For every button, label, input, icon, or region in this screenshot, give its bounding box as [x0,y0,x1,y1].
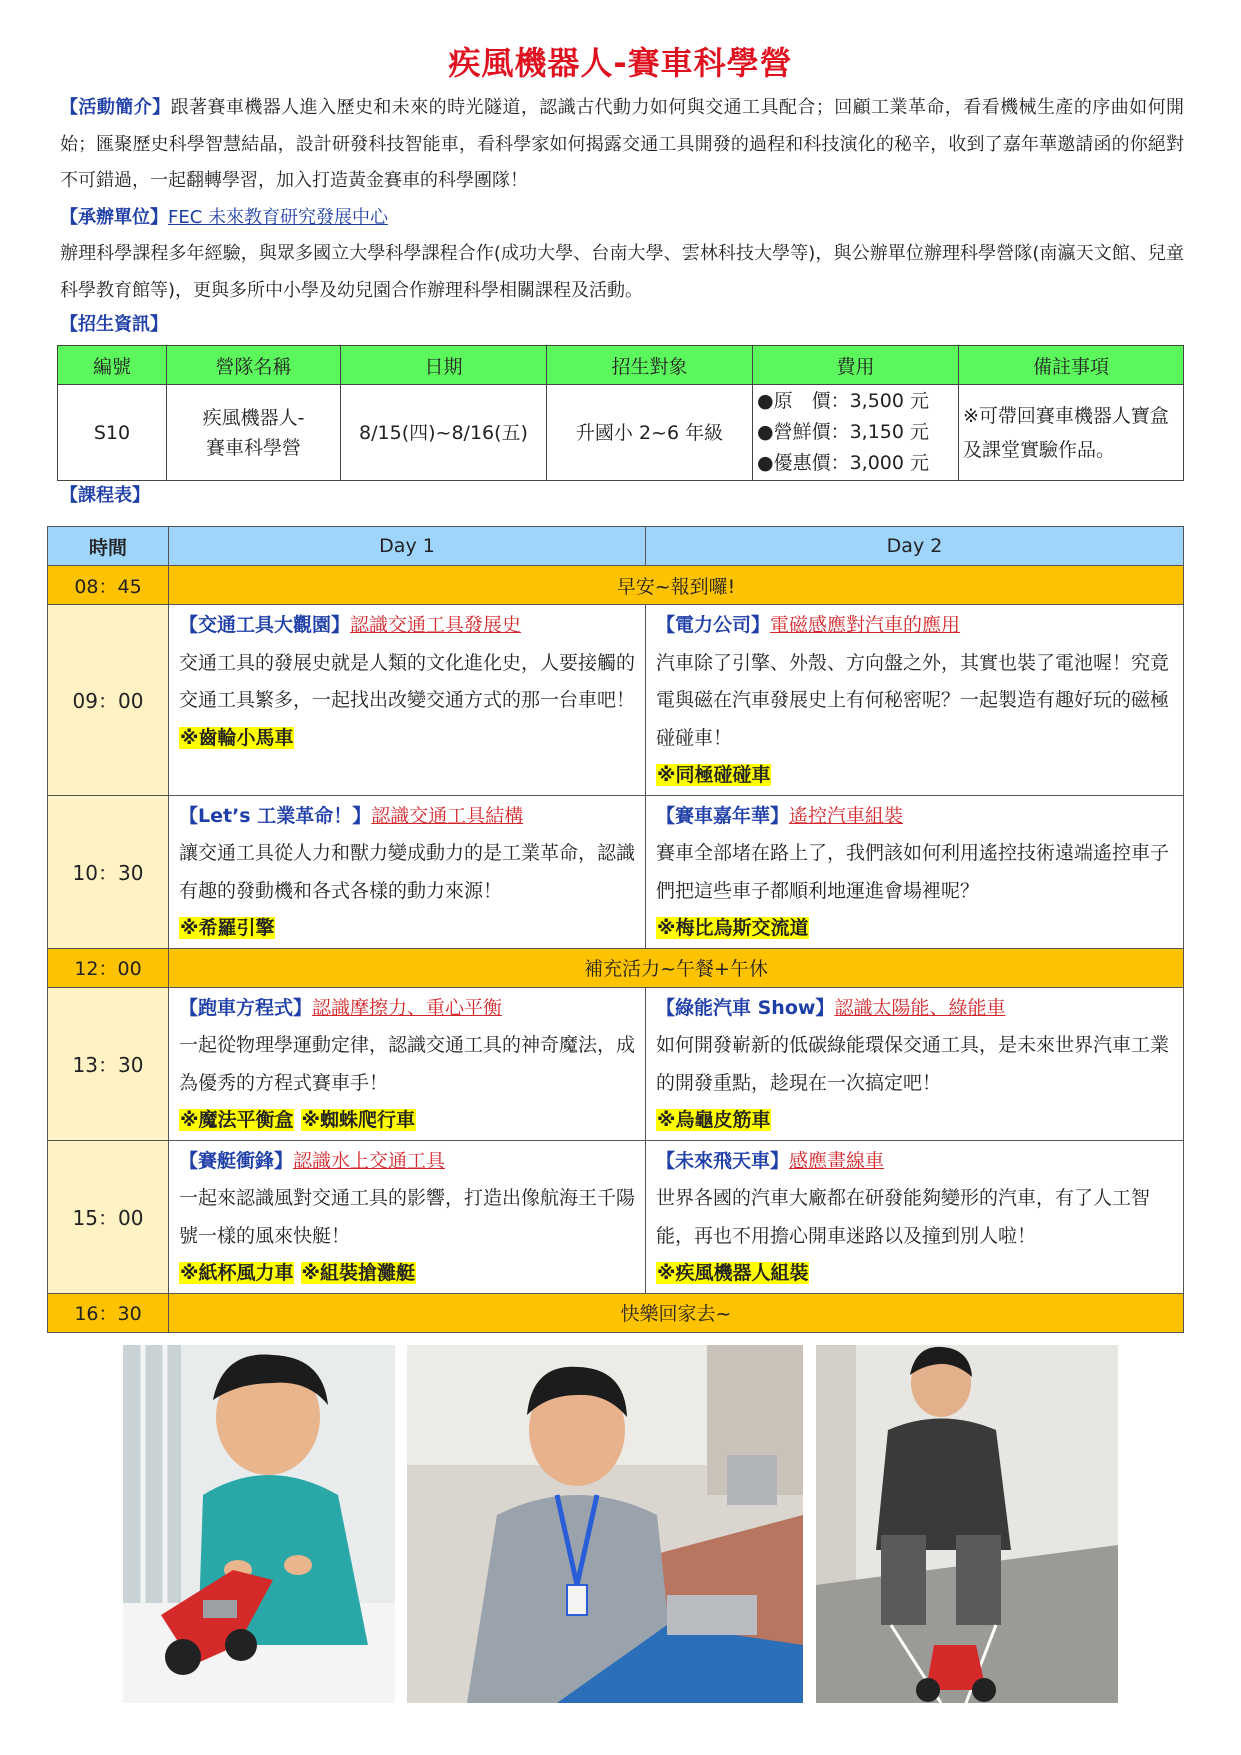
session-0900-day1 [169,605,646,796]
session-desc: 一起從物理學運動定律，認識交通工具的神奇魔法，成為優秀的方程式賽車手！ [179,1034,636,1094]
session-0900-day2 [646,605,1184,796]
session-activity-1: ※魔法平衡盒 [180,1109,294,1131]
session-activity: ※梅比烏斯交流道 [657,917,809,939]
band-time-1200: 12：00 [48,948,169,987]
session-subtitle: 認識太陽能、綠能車 [834,996,1006,1019]
session-activity: ※希羅引擎 [180,917,275,939]
session-1500-day1 [169,1140,646,1293]
session-title: 【交通工具大觀園】 [179,614,351,636]
activity-label: 【活動簡介】 [60,97,171,118]
session-activity-1: ※紙杯風力車 [180,1262,294,1284]
enroll-header-date: 日期 [341,346,547,385]
schedule-header-day1: Day 1 [169,527,646,566]
session-subtitle: 電磁感應對汽車的應用 [770,614,961,636]
camp-code: S10 [58,385,167,481]
session-subtitle: 感應畫線車 [789,1149,885,1172]
camp-note: ※可帶回賽車機器人寶盒及課堂實驗作品。 [959,385,1184,481]
photo-child-with-red-car [123,1345,395,1703]
schedule-header-day2: Day 2 [646,527,1184,566]
session-title: 【跑車方程式】 [179,996,313,1019]
session-title: 【Let’s 工業革命！】 [179,804,372,827]
session-desc: 如何開發嶄新的低碳綠能環保交通工具，是未來世界汽車工業的開發重點，趁現在一次搞定吧！ [656,1034,1170,1094]
enroll-label: 【招生資訊】 [60,314,168,335]
session-subtitle: 認識交通工具結構 [371,804,524,827]
enroll-table [57,345,1184,481]
band-time-1630: 16：30 [48,1293,169,1332]
session-1330-day2 [646,987,1184,1140]
band-text-1200: 補充活力~午餐+午休 [169,948,1184,987]
time-1030: 10：30 [48,795,169,948]
session-subtitle: 遙控汽車組裝 [789,804,904,827]
schedule-band-1200 [48,948,1184,987]
session-title: 【綠能汽車 Show】 [656,996,835,1019]
schedule-band-0845 [48,566,1184,605]
session-activity-2: ※蜘蛛爬行車 [301,1109,416,1131]
schedule-row-1500 [48,1140,1184,1293]
session-title: 【未來飛天車】 [656,1149,790,1172]
organizer-text: 辦理科學課程多年經驗，與眾多國立大學科學課程合作(成功大學、台南大學、雲林科技大學等)，與公辦單位辦理科學營隊(南瀛天文館、兒童科學教育館等)，更與多所中小學及幼兒園合作辦理科學相關課程及活動。 [60,243,1184,301]
camp-name-line2: 賽車科學營 [205,436,301,459]
session-desc: 賽車全部堵在路上了，我們該如何利用遙控技術遠端遙控車子們把這些車子都順利地運進會場裡呢？ [656,842,1170,902]
page-title: 疾風機器人-賽車科學營 [448,44,793,82]
photo-child-building-kit [407,1345,803,1703]
camp-fees [753,385,959,481]
session-subtitle: 認識交通工具發展史 [350,614,522,636]
session-activity: ※同極碰碰車 [657,764,771,786]
session-subtitle: 認識水上交通工具 [293,1149,446,1172]
enroll-header-row [58,346,1184,385]
camp-name-line1: 疾風機器人- [202,406,305,429]
session-activity-2: ※組裝搶灘艇 [301,1262,416,1284]
camp-target: 升國小 2~6 年級 [547,385,753,481]
schedule-band-1630 [48,1293,1184,1332]
session-activity: ※齒輪小馬車 [180,726,294,749]
session-desc: 讓交通工具從人力和獸力變成動力的是工業革命，認識有趣的發動機和各式各樣的動力來源！ [179,842,636,902]
session-desc: 汽車除了引擎、外殼、方向盤之外，其實也裝了電池喔！究竟電與磁在汽車發展史上有何秘密呢？一起製造有趣好玩的磁極碰碰車！ [656,651,1170,749]
organizer-link[interactable]: FEC 未來教育研究發展中心 [168,206,389,228]
session-title: 【賽車嘉年華】 [656,804,790,827]
enroll-header-target: 招生對象 [547,346,753,385]
session-desc: 交通工具的發展史就是人類的文化進化史，人要接觸的交通工具繁多，一起找出改變交通方式的那一台車吧！ [179,651,636,711]
fee-discount: ●優惠價：3,000 元 [757,452,930,474]
session-activity: ※烏龜皮筋車 [657,1109,771,1131]
schedule-label: 【課程表】 [60,485,150,506]
session-1030-day2 [646,795,1184,948]
band-text-0845: 早安~報到囉! [169,566,1184,605]
session-1500-day2 [646,1140,1184,1293]
schedule-row-1330 [48,987,1184,1140]
band-time-0845: 08：45 [48,566,169,605]
time-1330: 13：30 [48,987,169,1140]
schedule-header-time: 時間 [48,527,169,566]
camp-date: 8/15(四)~8/16(五) [341,385,547,481]
organizer-heading [60,200,1184,237]
schedule-header-row [48,527,1184,566]
intro-section [60,90,1184,309]
camp-name [167,385,341,481]
session-1030-day1 [169,795,646,948]
fee-early: ●營鮮價：3,150 元 [757,421,930,443]
band-text-1630: 快樂回家去~ [169,1293,1184,1332]
photo-child-with-robot-corridor [816,1345,1118,1703]
fee-original: ●原 價：3,500 元 [757,390,930,412]
session-1330-day1 [169,987,646,1140]
time-0900: 09：00 [48,605,169,796]
enroll-header-fee: 費用 [753,346,959,385]
enroll-header-note: 備註事項 [959,346,1184,385]
enroll-header-name: 營隊名稱 [167,346,341,385]
session-desc: 世界各國的汽車大廠都在研發能夠變形的汽車，有了人工智能，再也不用擔心開車迷路以及撞到別人啦！ [656,1187,1151,1247]
activity-text: 跟著賽車機器人進入歷史和未來的時光隧道，認識古代動力如何與交通工具配合；回顧工業革命，看看機械生產的序曲如何開始；匯聚歷史科學智慧結晶，設計研發科技智能車，看科學家如何揭露交通工具開發的過程和科技演化的秘辛，收到了嘉年華邀請函的你絕對不可錯過，一起翻轉學習，加入打造黃金賽車的科學團隊！ [60,97,1185,191]
schedule-row-0900 [48,605,1184,796]
session-desc: 一起來認識風對交通工具的影響，打造出像航海王千陽號一樣的風來快艇！ [179,1187,636,1247]
time-1500: 15：00 [48,1140,169,1293]
organizer-label: 【承辦單位】 [60,206,168,228]
session-subtitle: 認識摩擦力、重心平衡 [312,996,503,1019]
schedule-table [47,526,1184,1333]
session-activity: ※疾風機器人組裝 [657,1262,809,1284]
enroll-row [58,385,1184,481]
schedule-row-1030 [48,795,1184,948]
session-title: 【電力公司】 [656,614,771,636]
activity-paragraph [60,90,1184,200]
session-title: 【賽艇衝鋒】 [179,1149,294,1172]
enroll-header-code: 編號 [58,346,167,385]
